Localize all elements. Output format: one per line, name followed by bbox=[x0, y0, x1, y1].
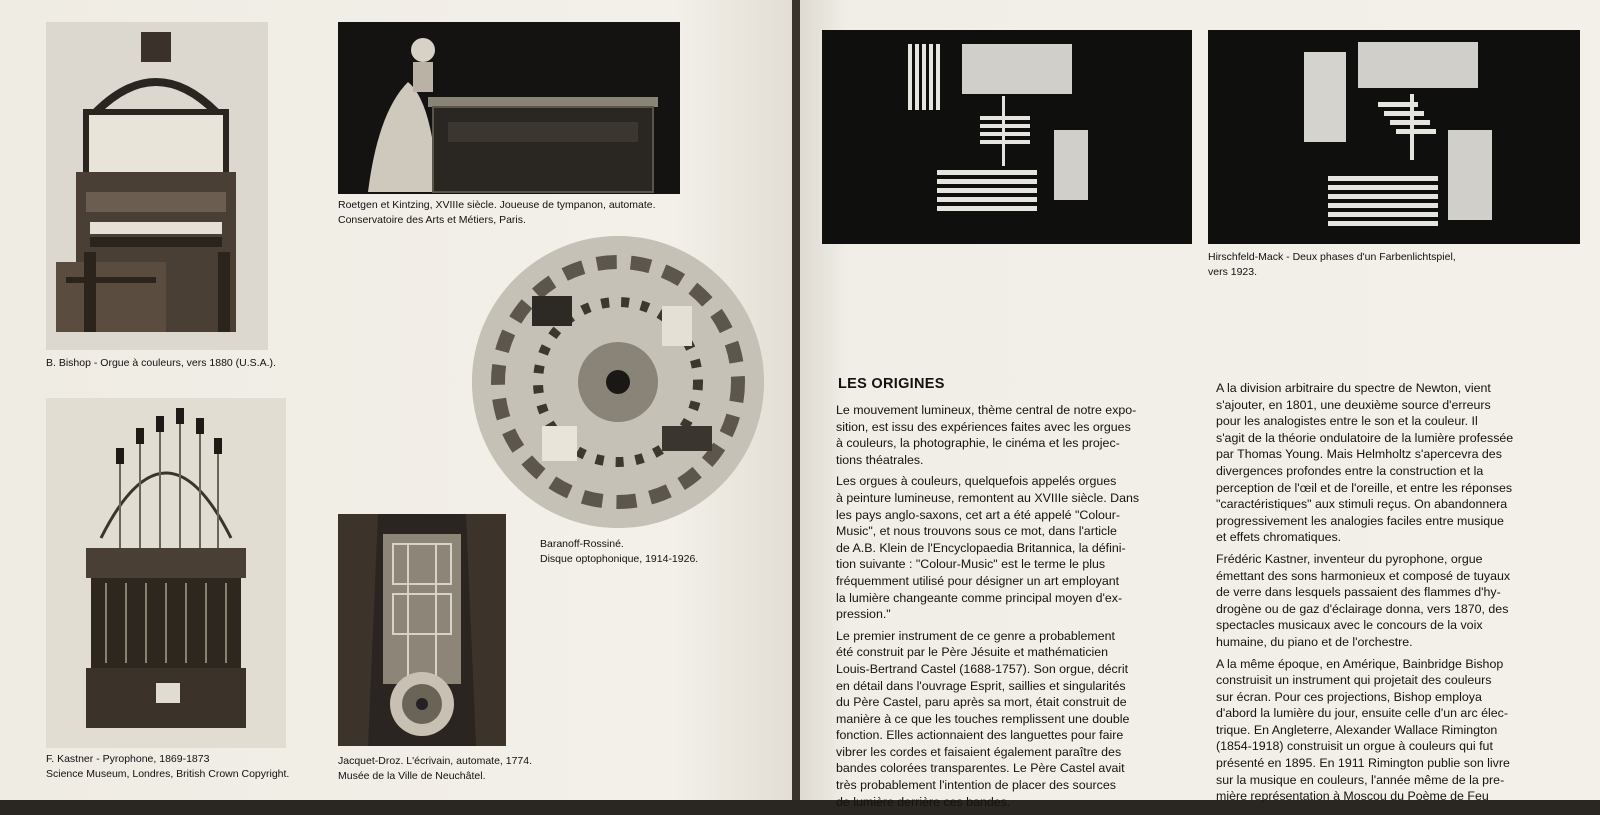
left-page bbox=[0, 0, 792, 800]
farbenlichtspiel-phase-1-photo bbox=[822, 30, 1192, 244]
bishop-organ-photo bbox=[46, 22, 268, 350]
baranoff-caption: Baranoff-Rossiné. Disque optophonique, 1914-1926. bbox=[540, 538, 699, 565]
pyrophone-photo bbox=[46, 398, 286, 748]
paragraph: Frédéric Kastner, inventeur du pyrophone, orgue émettant des sons harmonieux et composé de tuyaux de verre dans lesquels passaient des flammes d'hy- drogène ou de gaz d'éclairage donna, vers 1870, des spectacles musicaux avec le concours de la voix humaine, du piano et de l'orchestre. bbox=[1216, 551, 1511, 649]
kastner-caption: F. Kastner - Pyrophone, 1869-1873 Science Museum, Londres, British Crown Copyright. bbox=[46, 753, 290, 780]
optophonic-disc-photo bbox=[472, 236, 764, 528]
section-heading: LES ORIGINES bbox=[838, 376, 945, 392]
paragraph: Le mouvement lumineux, thème central de notre expo- sition, est issu des expériences faites avec les orgues à couleurs, la photographie, le cinéma et les projec- tions théatrales. bbox=[836, 403, 1137, 467]
farbenlichtspiel-phase-2-photo bbox=[1208, 30, 1580, 244]
jaquet-caption: Jacquet-Droz. L'écrivain, automate, 1774. Musée de la Ville de Neuchâtel. bbox=[338, 755, 533, 782]
roetgen-caption: Roetgen et Kintzing, XVIIIe siècle. Joueuse de tympanon, automate. Conservatoire des Arts et Métiers, Paris. bbox=[338, 199, 656, 226]
bishop-caption: B. Bishop - Orgue à couleurs, vers 1880 (U.S.A.). bbox=[46, 357, 276, 369]
paragraph: Les orgues à couleurs, quelquefois appelés orgues à peinture lumineuse, remontent au XVIIIe siècle. Dans les pays anglo-saxons, cet art a été appelé "Colour- Music", et nous trouvons sous ce mot, dans l'article de A.B. Klein de l'Encyclopaedia Britannica, la défini- tion suivante : "Colour-Music" est le terme le plus fréquemment utilisé pour désigner un art employant la lumière changeante comme principal moyen d'ex- pression." bbox=[836, 474, 1140, 622]
roetgen-automaton-photo bbox=[338, 22, 680, 194]
book-gutter bbox=[792, 0, 800, 800]
text-column-1 bbox=[836, 402, 1194, 815]
paragraph: A la même époque, en Amérique, Bainbridge Bishop construisit un instrument qui projetait des couleurs sur écran. Pour ces projections, Bishop employa d'abord la lumière du jour, ensuite celle d'un arc élec- trique. En Angleterre, Alexander Wallace Rimington (1854-1918) construisit un orgue à couleurs qui fut présenté en 1895. En 1911 Rimington publie son livre sur la musique en couleurs, l'année même de la pre- mière représentation à Moscou du Poème de Feu bbox=[1216, 656, 1510, 804]
hirschfeld-caption: Hirschfeld-Mack - Deux phases d'un Farbenlichtspiel, vers 1923. bbox=[1208, 251, 1456, 278]
jaquet-droz-automaton-photo bbox=[338, 514, 506, 746]
paragraph: Le premier instrument de ce genre a probablement été construit par le Père Jésuite et mathématicien Louis-Bertrand Castel (1688-1757). Son orgue, décrit en détail dans l'ouvrage Esprit, saillies et singularités du Père Castel, paru après sa mort, était construit de manière à ce que les touches remplissent une double fonction. Elles actionnaient des languettes pour faire vibrer les cordes et faisaient également paraître des bandes colorées transparentes. Le Père Castel avait très probablement l'intention de placer des sources de lumière derrière ces bandes. bbox=[836, 628, 1130, 809]
paragraph: A la division arbitraire du spectre de Newton, vient s'ajouter, en 1801, une deuxième source d'erreurs pour les analogistes entre le son et la couleur. Il s'agit de la théorie ondulatoire de la lumière professée par Thomas Young. Mais Helmholtz s'apercevra des divergences profondes entre la construction et la perception de l'œil et de l'oreille, et entre les réponses "caractéristiques" aux stimuli reçus. On abandonnera progressivement les analogies faciles entre musique et effets chromatiques. bbox=[1216, 381, 1514, 545]
text-column-2 bbox=[1216, 380, 1576, 810]
